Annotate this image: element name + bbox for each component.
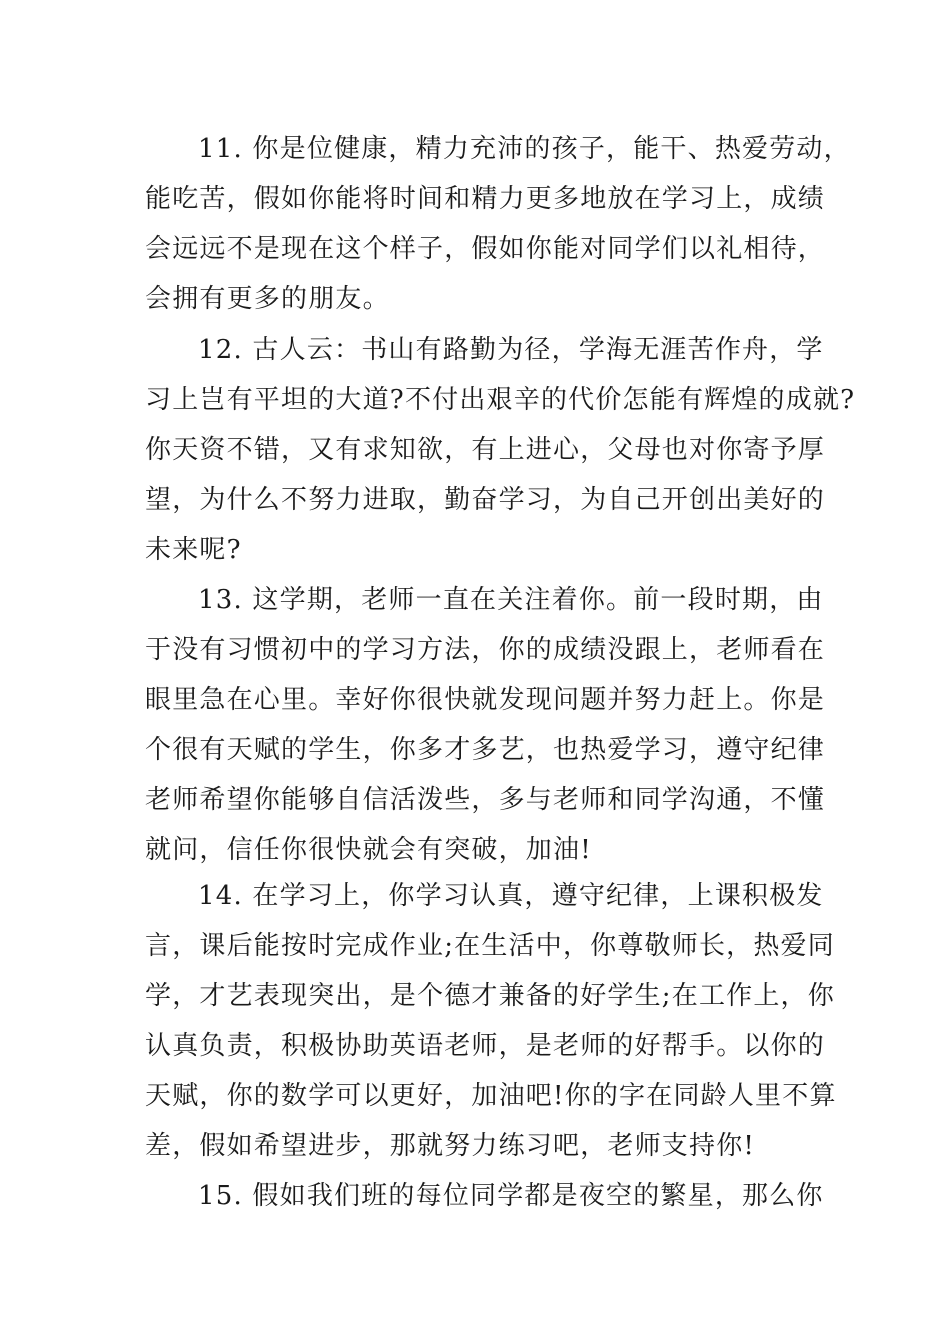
paragraph-13-line-6: 就问，信任你很快就会有突破，加油! bbox=[145, 835, 592, 865]
paragraph-14-line-5: 天赋，你的数学可以更好，加油吧!你的字在同龄人里不算 bbox=[145, 1081, 837, 1111]
paragraph-14-line-6: 差，假如希望进步，那就努力练习吧，老师支持你! bbox=[145, 1131, 756, 1161]
paragraph-11-line-1: 11. 你是位健康，精力充沛的孩子，能干、热爱劳动， bbox=[198, 134, 851, 164]
paragraph-14-line-4: 认真负责，积极协助英语老师，是老师的好帮手。以你的 bbox=[145, 1031, 826, 1061]
paragraph-13-line-5: 老师希望你能够自信活泼些，多与老师和同学沟通，不懂 bbox=[145, 785, 826, 815]
paragraph-14-line-2: 言，课后能按时完成作业;在生活中，你尊敬师长，热爱同 bbox=[145, 931, 835, 961]
paragraph-12-line-4: 望，为什么不努力进取，勤奋学习，为自己开创出美好的 bbox=[145, 485, 826, 515]
paragraph-14-line-3: 学，才艺表现突出，是个德才兼备的好学生;在工作上，你 bbox=[145, 981, 835, 1011]
paragraph-12-line-5: 未来呢? bbox=[145, 535, 242, 565]
paragraph-11-line-4: 会拥有更多的朋友。 bbox=[145, 284, 390, 314]
paragraph-14-line-1: 14. 在学习上，你学习认真，遵守纪律，上课积极发 bbox=[198, 881, 824, 911]
paragraph-15-line-1: 15. 假如我们班的每位同学都是夜空的繁星，那么你 bbox=[198, 1181, 824, 1211]
paragraph-12-line-2: 习上岂有平坦的大道?不付出艰辛的代价怎能有辉煌的成就? bbox=[145, 385, 856, 415]
paragraph-11-line-2: 能吃苦，假如你能将时间和精力更多地放在学习上，成绩 bbox=[145, 184, 826, 214]
paragraph-13-line-3: 眼里急在心里。幸好你很快就发现问题并努力赶上。你是 bbox=[145, 685, 826, 715]
paragraph-13-line-1: 13. 这学期，老师一直在关注着你。前一段时期，由 bbox=[198, 585, 824, 615]
paragraph-12-line-3: 你天资不错，又有求知欲，有上进心，父母也对你寄予厚 bbox=[145, 435, 826, 465]
paragraph-12-line-1: 12. 古人云：书山有路勤为径，学海无涯苦作舟，学 bbox=[198, 335, 824, 365]
paragraph-13-line-4: 个很有天赋的学生，你多才多艺，也热爱学习，遵守纪律 bbox=[145, 735, 826, 765]
paragraph-13-line-2: 于没有习惯初中的学习方法，你的成绩没跟上，老师看在 bbox=[145, 635, 826, 665]
paragraph-11-line-3: 会远远不是现在这个样子，假如你能对同学们以礼相待， bbox=[145, 234, 826, 264]
